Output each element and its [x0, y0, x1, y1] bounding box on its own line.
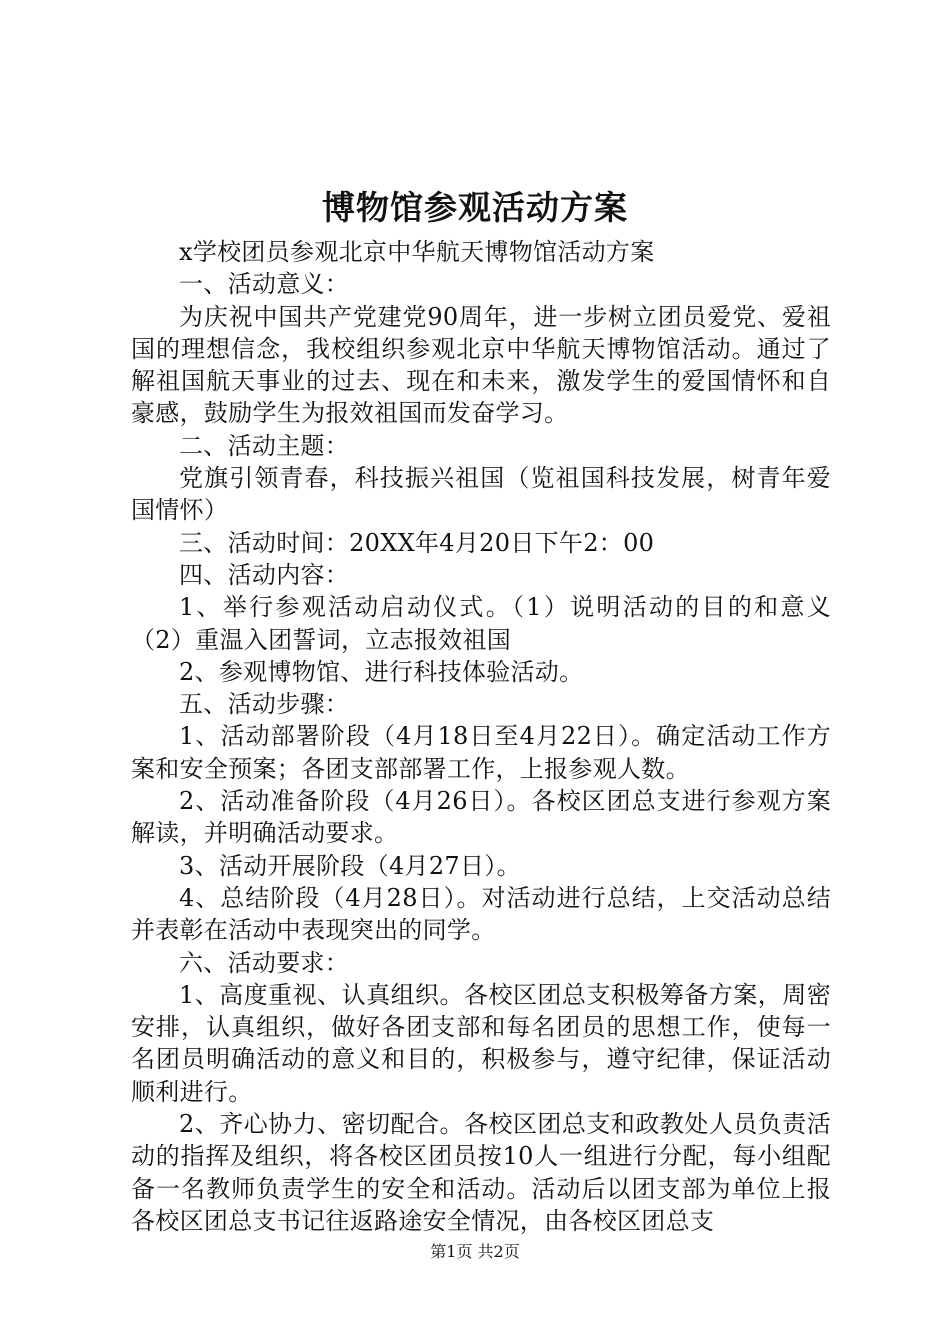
heading-theme: 二、活动主题：: [179, 431, 350, 460]
paragraph-step-2: 2、活动准备阶段（4月26日）。各校区团总支进行参观方案解读，并明确活动要求。: [131, 787, 831, 848]
document-body: [131, 236, 831, 1237]
paragraph-content-1: 1、举行参观活动启动仪式。（1）说明活动的目的和意义（2）重温入团誓词，立志报效祖国: [131, 593, 831, 654]
paragraph-step-4: 4、总结阶段（4月28日）。对活动进行总结，上交活动总结并表彰在活动中表现突出的同学。: [131, 883, 831, 945]
heading-requirements: 六、活动要求：: [179, 948, 350, 977]
paragraph-time: 三、活动时间：20XX年4月20日下午2：00: [179, 528, 655, 557]
paragraph-requirement-1: 1、高度重视、认真组织。各校区团总支积极筹备方案，周密安排，认真组织，做好各团支部和每名团员的思想工作，使每一名团员明确活动的意义和目的，积极参与，遵守纪律，保证活动顺利进行。: [131, 980, 831, 1106]
paragraph-requirement-2: 2、齐心协力、密切配合。各校区团总支和政教处人员负责活动的指挥及组织，将各校区团员按10人一组进行分配，每小组配备一名教师负责学生的安全和活动。活动后以团支部为单位上报各校区团总支书记往返路途安全情况，由各校区团总支: [131, 1110, 831, 1235]
heading-steps: 五、活动步骤：: [179, 690, 350, 719]
paragraph-subtitle: x学校团员参观北京中华航天博物馆活动方案: [179, 238, 655, 266]
paragraph-content-2: 2、参观博物馆、进行科技体验活动。: [179, 657, 584, 686]
paragraph-step-3: 3、活动开展阶段（4月27日）。: [179, 851, 521, 880]
paragraph-theme: 党旗引领青春，科技振兴祖国（览祖国科技发展，树青年爱国情怀）: [131, 464, 831, 525]
page-footer: 第1页 共2页: [430, 1242, 520, 1261]
paragraph-significance: 为庆祝中国共产党建党90周年，进一步树立团员爱党、爱祖国的理想信念，我校组织参观北京中华航天博物馆活动。通过了解祖国航天事业的过去、现在和未来，激发学生的爱国情怀和自豪感，鼓励学生为报效祖国而发奋学习。: [131, 302, 831, 428]
document-title: 博物馆参观活动方案: [322, 188, 628, 227]
heading-significance: 一、活动意义：: [179, 270, 350, 299]
paragraph-step-1: 1、活动部署阶段（4月18日至4月22日）。确定活动工作方案和安全预案；各团支部部署工作，上报参观人数。: [131, 722, 831, 783]
heading-content: 四、活动内容：: [179, 560, 350, 589]
